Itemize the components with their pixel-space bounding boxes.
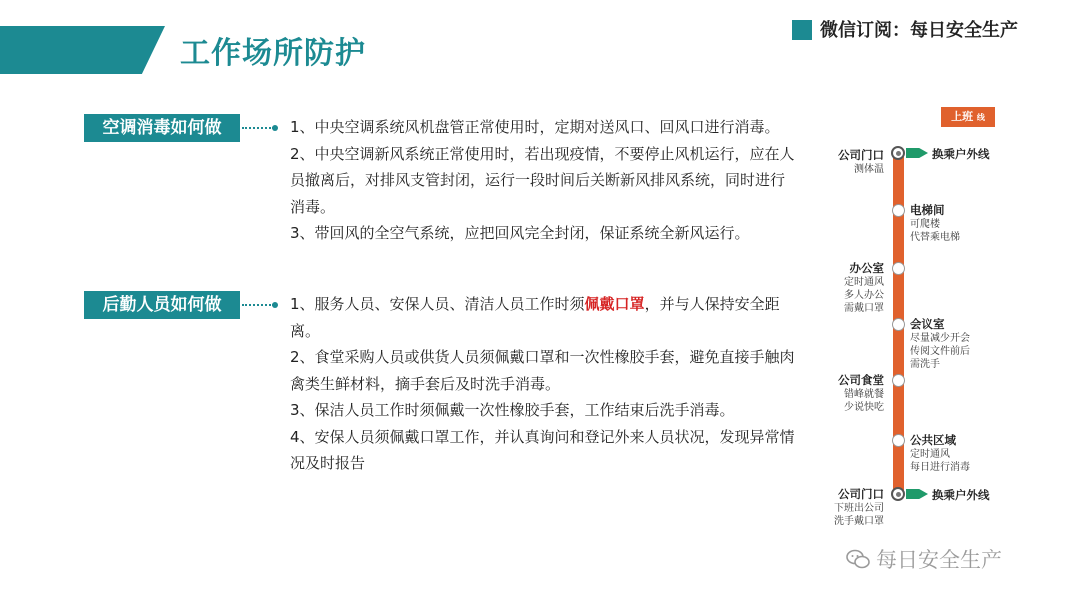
section-body-logistics bbox=[290, 291, 795, 477]
terminal-station-icon bbox=[891, 487, 905, 501]
page-title: 工作场所防护 bbox=[180, 36, 366, 71]
stop-canteen bbox=[838, 374, 884, 414]
list-item: 2、中央空调新风系统正常使用时，若出现疫情，不要停止风机运行，应在人员撤离后，对排风支管封闭，运行一段时间后关断新风排风系统，同时进行消毒。 bbox=[290, 144, 795, 216]
stop-name: 公司食堂 bbox=[838, 373, 884, 387]
list-item: 2、食堂采购人员或供货人员须佩戴口罩和一次性橡胶手套，避免直接手触肉禽类生鲜材料，摘手套后及时洗手消毒。 bbox=[290, 348, 795, 393]
route-tag-suffix: 线 bbox=[976, 113, 985, 122]
list-item: 1、中央空调系统风机盘管正常使用时，定期对送风口、回风口进行消毒。 bbox=[290, 118, 780, 136]
wechat-icon bbox=[846, 548, 870, 570]
stop-name: 公司门口 bbox=[838, 148, 884, 162]
connector-dot-icon bbox=[272, 302, 278, 308]
subscribe-marker-icon bbox=[792, 20, 812, 40]
transfer-label: 换乘户外线 bbox=[932, 147, 990, 161]
subscribe-text: 微信订阅：每日安全生产 bbox=[820, 20, 1018, 41]
stop-note: 代替乘电梯 bbox=[910, 232, 960, 243]
stop-name: 会议室 bbox=[910, 317, 945, 331]
transfer-label: 换乘户外线 bbox=[932, 488, 990, 502]
connector-dot-icon bbox=[272, 125, 278, 131]
stop-name: 公共区域 bbox=[910, 433, 956, 447]
stop-meeting-room bbox=[910, 318, 970, 371]
stop-note: 洗手戴口罩 bbox=[834, 516, 884, 527]
section-body-ac bbox=[290, 114, 795, 247]
route-tag-label: 上班 bbox=[951, 110, 974, 123]
station-node-icon bbox=[892, 262, 905, 275]
highlight-mask-text: 佩戴口罩 bbox=[584, 295, 645, 313]
stop-gate-end bbox=[834, 488, 884, 528]
route-tag bbox=[941, 107, 995, 127]
list-item: 3、保洁人员工作时须佩戴一次性橡胶手套，工作结束后洗手消毒。 bbox=[290, 401, 735, 419]
section-label-ac: 空调消毒如何做 bbox=[84, 114, 240, 142]
stop-note: 尽量减少开会 bbox=[910, 333, 970, 344]
station-node-icon bbox=[892, 374, 905, 387]
watermark-text: 每日安全生产 bbox=[876, 548, 1002, 572]
transfer-arrow-icon bbox=[906, 489, 928, 499]
station-node-icon bbox=[892, 204, 905, 217]
section-connector bbox=[242, 304, 274, 306]
list-item-text: 1、服务人员、安保人员、清洁人员工作时须 bbox=[290, 295, 585, 313]
stop-elevator bbox=[910, 204, 960, 244]
stop-note: 少说快吃 bbox=[844, 402, 884, 413]
terminal-station-icon bbox=[891, 146, 905, 160]
stop-note: 每日进行消毒 bbox=[910, 462, 970, 473]
stop-note: 可爬楼 bbox=[910, 219, 940, 230]
stop-note: 定时通风 bbox=[844, 277, 884, 288]
stop-office bbox=[844, 262, 884, 315]
station-node-icon bbox=[892, 318, 905, 331]
stop-note: 错峰就餐 bbox=[844, 389, 884, 400]
stop-public-area bbox=[910, 434, 970, 474]
transfer-arrow-icon bbox=[906, 148, 928, 158]
watermark bbox=[846, 544, 1002, 574]
stop-gate-start bbox=[838, 149, 884, 176]
stop-note: 传阅文件前后 bbox=[910, 346, 970, 357]
stop-name: 电梯间 bbox=[910, 203, 945, 217]
stop-note: 多人办公 bbox=[844, 290, 884, 301]
stop-name: 公司门口 bbox=[838, 487, 884, 501]
header-accent-bar bbox=[0, 26, 165, 74]
list-item bbox=[290, 291, 795, 344]
station-node-icon bbox=[892, 434, 905, 447]
stop-note: 下班出公司 bbox=[834, 503, 884, 514]
list-item: 3、带回风的全空气系统，应把回风完全封闭，保证系统全新风运行。 bbox=[290, 224, 750, 242]
section-connector bbox=[242, 127, 274, 129]
stop-note: 需戴口罩 bbox=[844, 303, 884, 314]
section-label-logistics: 后勤人员如何做 bbox=[84, 291, 240, 319]
stop-note: 测体温 bbox=[854, 164, 884, 175]
list-item: 4、安保人员须佩戴口罩工作，并认真询问和登记外来人员状况，发现异常情况及时报告 bbox=[290, 427, 795, 472]
list-item-text: ，并与人保持安全距离。 bbox=[290, 295, 780, 340]
stop-note: 定时通风 bbox=[910, 449, 950, 460]
stop-name: 办公室 bbox=[849, 261, 884, 275]
stop-note: 需洗手 bbox=[910, 359, 940, 370]
